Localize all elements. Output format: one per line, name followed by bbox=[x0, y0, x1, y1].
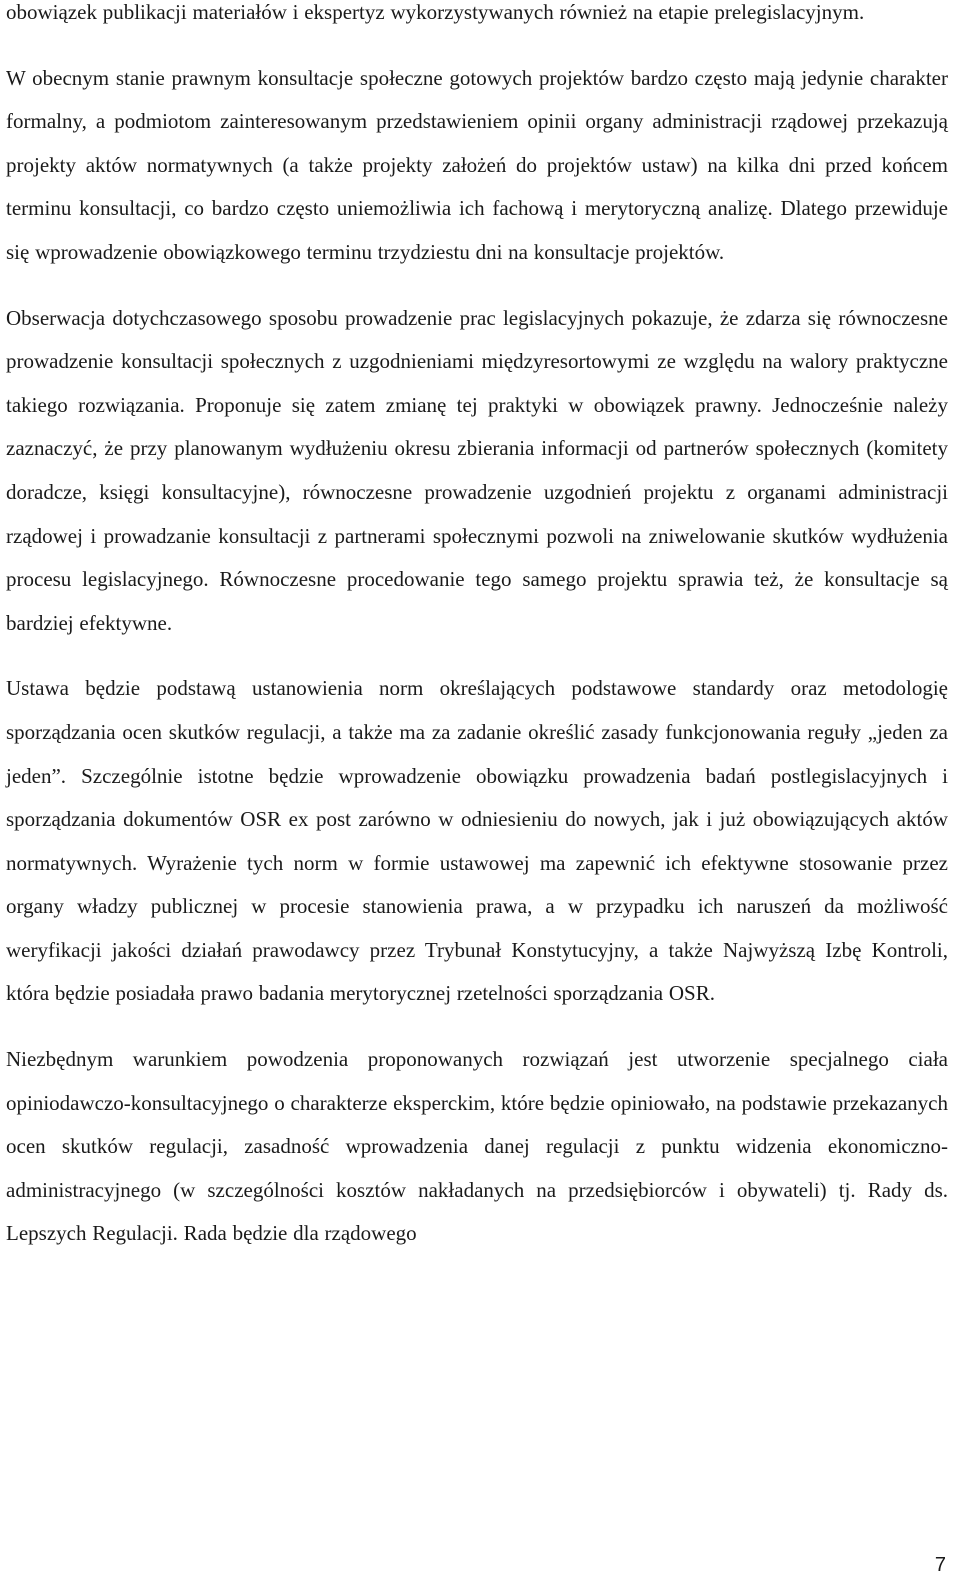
paragraph-1: obowiązek publikacji materiałów i ekspertyz wykorzystywanych również na etapie prelegislacyjnym. bbox=[6, 0, 865, 24]
paragraph-5: Niezbędnym warunkiem powodzenia proponowanych rozwiązań jest utworzenie specjalnego ciała opiniodawczo-konsultacyjnego o charakterze eksperckim, które będzie opiniowało, na podstawie przekazanych ocen skutków regulacji, zasadność wprowadzenia danej regulacji z punktu widzenia ekonomiczno-administracyjnego (w szczególności kosztów nakładanych na przedsiębiorców i obywateli) tj. Rady ds. Lepszych Regulacji. Rada będzie dla rządowego bbox=[6, 1047, 948, 1246]
page-number: 7 bbox=[934, 1554, 946, 1576]
paragraph-4: Ustawa będzie podstawą ustanowienia norm określających podstawowe standardy oraz metodologię sporządzania ocen skutków regulacji, a także ma za zadanie określić zasady funkcjonowania reguły „jeden za jeden”. Szczególnie istotne będzie wprowadzenie obowiązku prowadzenia badań postlegislacyjnych i sporządzania dokumentów OSR ex post zarówno w odniesieniu do nowych, jak i już obowiązujących aktów normatywnych. Wyrażenie tych norm w formie ustawowej ma zapewnić ich efektywne stosowanie przez organy władzy publicznej w procesie stanowienia prawa, a w przypadku ich naruszeń da możliwość weryfikacji jakości działań prawodawcy przez Trybunał Konstytucyjny, a także Najwyższą Izbę Kontroli, która będzie posiadała prawo badania merytorycznej rzetelności sporządzania OSR. bbox=[6, 676, 948, 1006]
paragraph-2: W obecnym stanie prawnym konsultacje społeczne gotowych projektów bardzo często mają jedynie charakter formalny, a podmiotom zainteresowanym przedstawieniem opinii organy administracji rządowej przekazują projekty aktów normatywnych (a także projekty założeń do projektów ustaw) na kilka dni przed końcem terminu konsultacji, co bardzo często uniemożliwia ich fachową i merytoryczną analizę. Dlatego przewiduje się wprowadzenie obowiązkowego terminu trzydziestu dni na konsultacje projektów. bbox=[6, 65, 948, 264]
document-page bbox=[6, 0, 948, 1256]
paragraph-3: Obserwacja dotychczasowego sposobu prowadzenie prac legislacyjnych pokazuje, że zdarza się równoczesne prowadzenie konsultacji społecznych z uzgodnieniami międzyresortowymi ze względu na walory praktyczne takiego rozwiązania. Proponuje się zatem zmianę tej praktyki w obowiązek prawny. Jednocześnie należy zaznaczyć, że przy planowanym wydłużeniu okresu zbierania informacji od partnerów społecznych (komitety doradcze, księgi konsultacyjne), równoczesne prowadzenie uzgodnień projektu z organami administracji rządowej i prowadzanie konsultacji z partnerami społecznymi pozwoli na zniwelowanie skutków wydłużenia procesu legislacyjnego. Równoczesne procedowanie tego samego projektu sprawia też, że konsultacje są bardziej efektywne. bbox=[6, 305, 948, 635]
